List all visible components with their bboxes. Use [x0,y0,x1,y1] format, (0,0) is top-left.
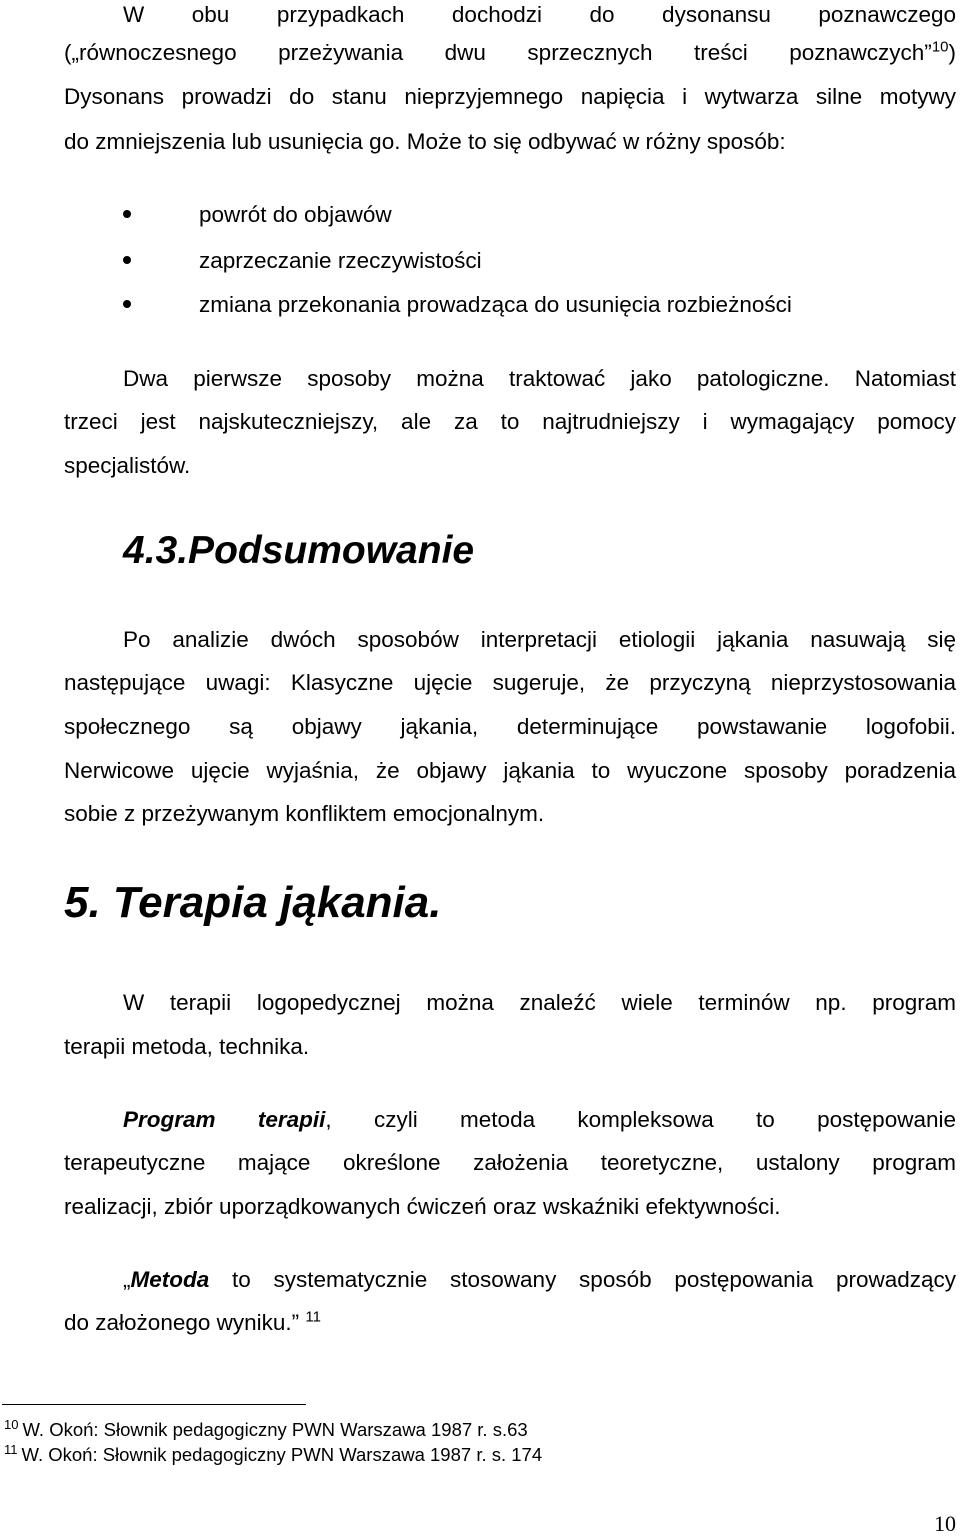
text: „ [123,1267,131,1292]
paragraph-line: sobie z przeżywanym konfliktem emocjonalnym. [64,801,545,826]
bullet-icon [123,210,131,218]
paragraph-line [64,1148,956,1178]
paragraph-line [64,127,786,157]
paragraph-line [64,82,956,112]
paragraph-line [64,712,956,742]
text: Dysonans prowadzi do stanu nieprzyjemnego napięcia i wytwarza silne motywy [64,84,956,109]
text: społecznego są objawy jąkania, determinujące powstawanie logofobii. [64,714,956,739]
paragraph-line [123,625,956,655]
paragraph-line [123,1265,956,1295]
text: W terapii logopedycznej można znaleźć wiele terminów np. program [123,990,956,1015]
bullet-icon [123,256,131,264]
paragraph-line [64,1308,321,1338]
bullet-icon [123,300,131,308]
page-number: 10 [934,1511,956,1536]
section-heading: 4.3.Podsumowanie [123,529,475,572]
footnote-number: 11 [4,1441,18,1457]
paragraph-line [64,407,956,437]
text: terapeutyczne mające określone założenia teoretyczne, ustalony program [64,1150,956,1175]
paragraph-line: terapii metoda, technika. [64,1034,310,1059]
paragraph-line: realizacji, zbiór uporządkowanych ćwiczeń oraz wskaźniki efektywności. [64,1194,781,1219]
list-item: zaprzeczanie rzeczywistości [199,248,482,273]
text: W obu przypadkach dochodzi do dysonansu poznawczego [123,2,956,27]
paragraph-line [123,988,956,1018]
text: („równoczesnego przeżywania dwu sprzecznych treści poznawczych” [64,40,932,65]
list-item: zmiana przekonania prowadząca do usunięcia rozbieżności [199,292,792,317]
paragraph-line [64,668,956,698]
paragraph-line [123,364,956,394]
paragraph-line [64,38,956,68]
footnote-divider [2,1404,306,1405]
paragraph-line [64,756,956,786]
text: , czyli metoda kompleksowa to postępowanie [325,1107,956,1132]
paragraph-line [123,0,956,30]
footnote-text: W. Okoń: Słownik pedagogiczny PWN Warszawa 1987 r. s. 174 [21,1444,543,1465]
text: do zmniejszenia lub usunięcia go. Może to się odbywać w różny sposób: [64,129,786,154]
defined-term: Metoda [130,1267,210,1292]
text: Dwa pierwsze sposoby można traktować jako patologiczne. Natomiast [123,366,956,391]
text: to systematycznie stosowany sposób postępowania prowadzący [209,1267,956,1292]
footnote [4,1441,543,1466]
paragraph-line [123,1105,956,1135]
list-item: powrót do objawów [199,202,392,227]
defined-term: Program terapii [123,1107,326,1132]
chapter-heading: 5. Terapia jąkania. [64,878,442,927]
footnote-text: W. Okoń: Słownik pedagogiczny PWN Warszawa 1987 r. s.63 [22,1419,528,1440]
text: następujące uwagi: Klasyczne ujęcie sugeruje, że przyczyną nieprzystosowania [64,670,956,695]
footnote-number: 10 [4,1416,19,1432]
text: Po analizie dwóch sposobów interpretacji etiologii jąkania nasuwają się [123,627,956,652]
text: trzeci jest najskuteczniejszy, ale za to najtrudniejszy i wymagający pomocy [64,409,956,434]
text: do założonego wyniku.” [64,1310,300,1335]
footnote-ref[interactable]: 10 [931,38,949,56]
text: ) [948,40,956,65]
footnote [4,1416,528,1441]
footnote-ref[interactable]: 11 [305,1308,321,1326]
text: Nerwicowe ujęcie wyjaśnia, że objawy jąkania to wyuczone sposoby poradzenia [64,758,956,783]
paragraph-line: specjalistów. [64,453,191,478]
